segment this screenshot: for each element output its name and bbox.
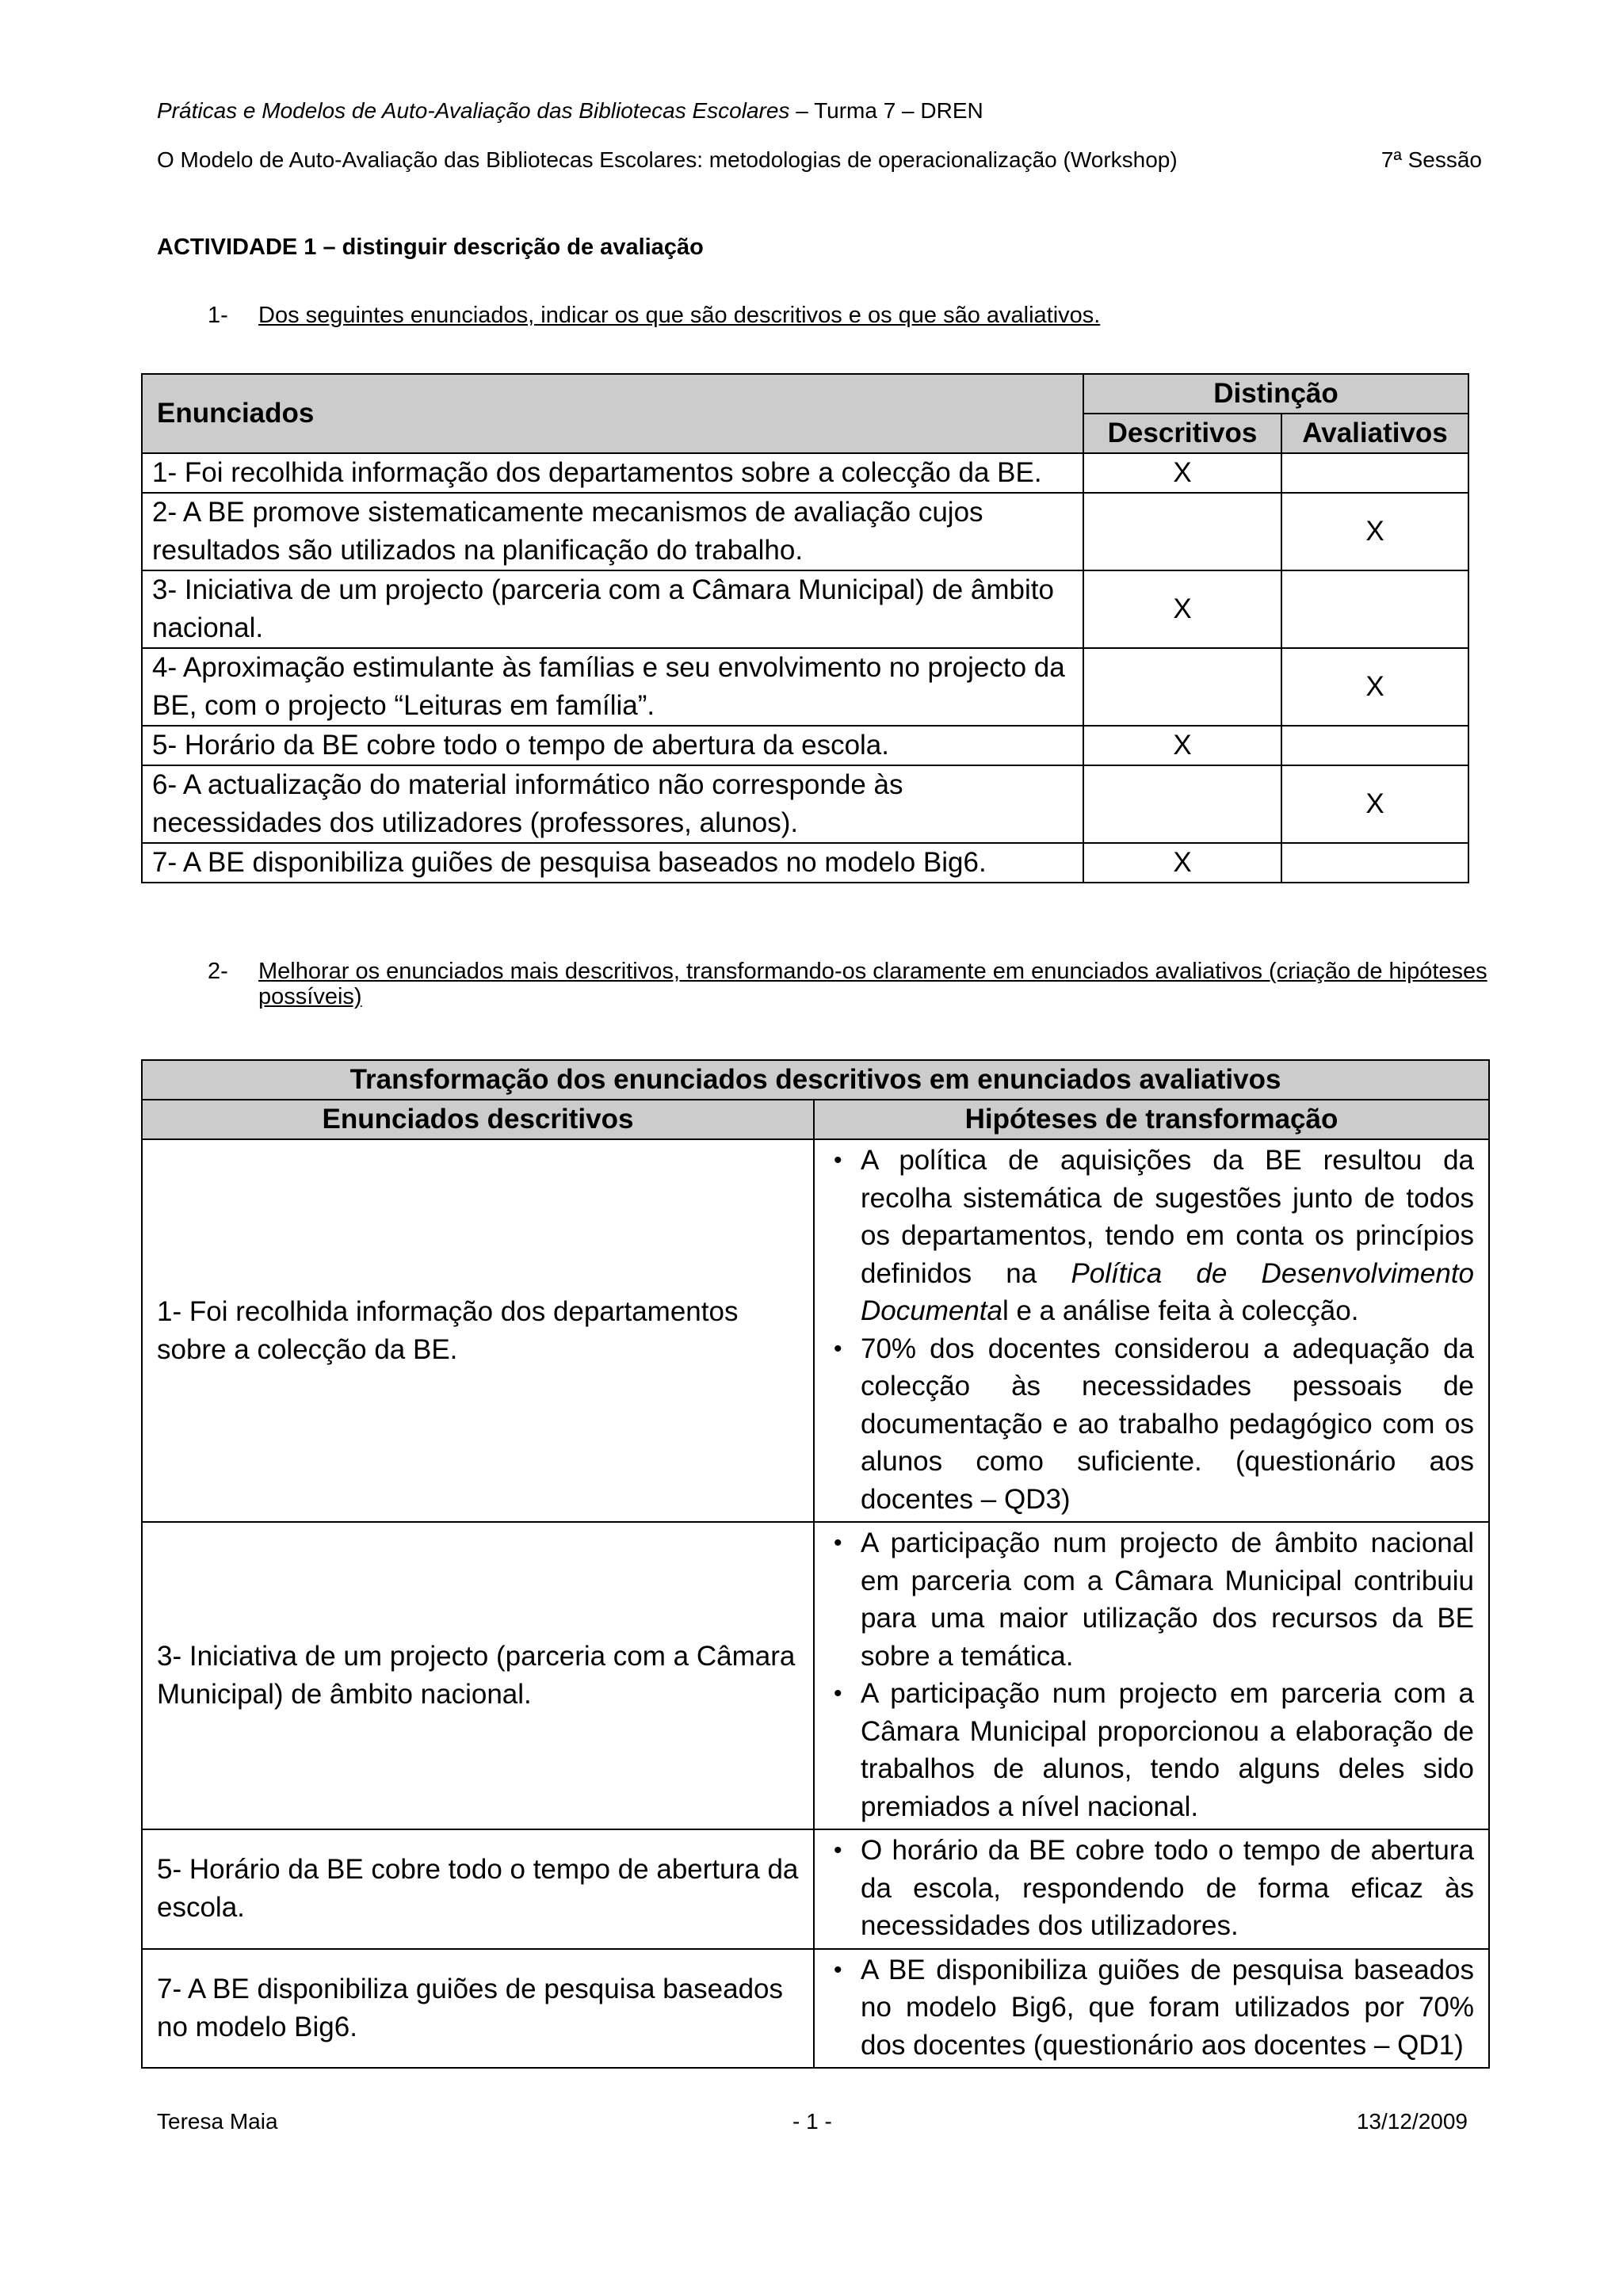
hypotheses-cell xyxy=(814,1949,1489,2069)
hypotheses-cell xyxy=(814,1829,1489,1949)
header-avaliativos: Avaliativos xyxy=(1281,414,1468,453)
descritivo-mark xyxy=(1083,493,1281,570)
hypothesis-item: • A participação num projecto em parceria com a Câmara Municipal proporcionou a elaboração de trabalhos de alunos, tendo alguns deles sido premiados a nível nacional. xyxy=(829,1675,1474,1825)
header-course-line xyxy=(157,98,983,124)
header-workshop-line: O Modelo de Auto-Avaliação das Bibliotecas Escolares: metodologias de operacionalização (Workshop) xyxy=(157,147,1178,172)
table-row xyxy=(142,1522,1489,1829)
table-row xyxy=(142,1139,1489,1522)
question-1-text: Dos seguintes enunciados, indicar os que são descritivos e os que são avaliativos. xyxy=(258,303,1101,328)
avaliativo-mark xyxy=(1281,453,1468,493)
footer-page-number: - 1 - xyxy=(792,2109,832,2134)
hypothesis-item: • 70% dos docentes considerou a adequação da colecção às necessidades pessoais de documentação e ao trabalho pedagógico com os alunos como suficiente. (questionário aos docentes – QD3) xyxy=(829,1330,1474,1519)
table-row xyxy=(142,1949,1489,2069)
classification-table xyxy=(141,373,1469,883)
avaliativo-mark xyxy=(1281,843,1468,883)
hypothesis-item: • O horário da BE cobre todo o tempo de abertura da escola, respondendo de forma eficaz às necessidades dos utilizadores. xyxy=(829,1832,1474,1945)
descriptive-statement: 5- Horário da BE cobre todo o tempo de abertura da escola. xyxy=(142,1829,814,1949)
avaliativo-mark xyxy=(1281,726,1468,765)
question-1 xyxy=(208,303,1476,334)
header-hipoteses: Hipóteses de transformação xyxy=(814,1100,1489,1139)
descriptive-statement: 3- Iniciativa de um projecto (parceria com a Câmara Municipal) de âmbito nacional. xyxy=(142,1522,814,1829)
descritivo-mark: X xyxy=(1083,570,1281,648)
question-2-text: Melhorar os enunciados mais descritivos, transformando-os claramente em enunciados avaliativos (criação de hipóteses possíveis) xyxy=(258,959,1487,1009)
descritivo-mark: X xyxy=(1083,453,1281,493)
table-row xyxy=(142,493,1468,570)
statement-cell: 4- Aproximação estimulante às famílias e seu envolvimento no projecto da BE, com o projecto “Leituras em família”. xyxy=(142,648,1083,726)
descritivo-mark xyxy=(1083,648,1281,726)
avaliativo-mark xyxy=(1281,570,1468,648)
transformation-table xyxy=(141,1059,1490,2069)
descritivo-mark: X xyxy=(1083,843,1281,883)
activity-title: ACTIVIDADE 1 – distinguir descrição de avaliação xyxy=(157,235,704,260)
statement-cell: 3- Iniciativa de um projecto (parceria com a Câmara Municipal) de âmbito nacional. xyxy=(142,570,1083,648)
avaliativo-mark: X xyxy=(1281,493,1468,570)
header-distincao: Distinção xyxy=(1083,374,1468,414)
hypotheses-cell xyxy=(814,1522,1489,1829)
descriptive-statement: 1- Foi recolhida informação dos departamentos sobre a colecção da BE. xyxy=(142,1139,814,1522)
footer-author: Teresa Maia xyxy=(157,2109,278,2134)
header-enunciados: Enunciados xyxy=(142,374,1083,453)
header-course-group: – Turma 7 – DREN xyxy=(789,98,983,123)
descritivo-mark: X xyxy=(1083,726,1281,765)
table-row xyxy=(142,570,1468,648)
table-row xyxy=(142,726,1468,765)
statement-cell: 6- A actualização do material informático não corresponde às necessidades dos utilizadores (professores, alunos). xyxy=(142,765,1083,843)
statement-cell: 1- Foi recolhida informação dos departamentos sobre a colecção da BE. xyxy=(142,453,1083,493)
avaliativo-mark: X xyxy=(1281,765,1468,843)
question-1-number: 1- xyxy=(208,303,228,328)
descriptive-statement: 7- A BE disponibiliza guiões de pesquisa baseados no modelo Big6. xyxy=(142,1949,814,2069)
statement-cell: 2- A BE promove sistematicamente mecanismos de avaliação cujos resultados são utilizados na planificação do trabalho. xyxy=(142,493,1083,570)
table-row xyxy=(142,648,1468,726)
hypothesis-item: • A BE disponibiliza guiões de pesquisa baseados no modelo Big6, que foram utilizados por 70% dos docentes (questionário aos docentes – QD1) xyxy=(829,1951,1474,2065)
table-row xyxy=(142,765,1468,843)
table-row xyxy=(142,843,1468,883)
statement-cell: 5- Horário da BE cobre todo o tempo de abertura da escola. xyxy=(142,726,1083,765)
avaliativo-mark: X xyxy=(1281,648,1468,726)
header-enunciados-descritivos: Enunciados descritivos xyxy=(142,1100,814,1139)
question-2 xyxy=(208,959,1487,1014)
question-2-number: 2- xyxy=(208,959,228,984)
header-descritivos: Descritivos xyxy=(1083,414,1281,453)
footer-date: 13/12/2009 xyxy=(1356,2109,1468,2134)
table-row xyxy=(142,453,1468,493)
hypothesis-text: A política de aquisições da BE resultou da recolha sistemática de sugestões junto de todos os departamentos, tendo em conta os princípios definidos na xyxy=(861,1145,1475,1289)
descritivo-mark xyxy=(1083,765,1281,843)
hypothesis-text-end: l e a análise feita à colecção. xyxy=(1002,1295,1359,1326)
header-session: 7ª Sessão xyxy=(1381,147,1482,172)
hypothesis-document-title: Política de Desenvolvimento Documenta xyxy=(861,1257,1475,1326)
statement-cell: 7- A BE disponibiliza guiões de pesquisa baseados no modelo Big6. xyxy=(142,843,1083,883)
table-row xyxy=(142,1829,1489,1949)
hypothesis-item: • A participação num projecto de âmbito nacional em parceria com a Câmara Municipal contribuiu para uma maior utilização dos recursos da BE sobre a temática. xyxy=(829,1524,1474,1675)
hypotheses-cell xyxy=(814,1139,1489,1522)
hypothesis-item xyxy=(829,1142,1474,1330)
transformation-table-title: Transformação dos enunciados descritivos em enunciados avaliativos xyxy=(142,1060,1489,1100)
header-course-title: Práticas e Modelos de Auto-Avaliação das Bibliotecas Escolares xyxy=(157,98,790,123)
